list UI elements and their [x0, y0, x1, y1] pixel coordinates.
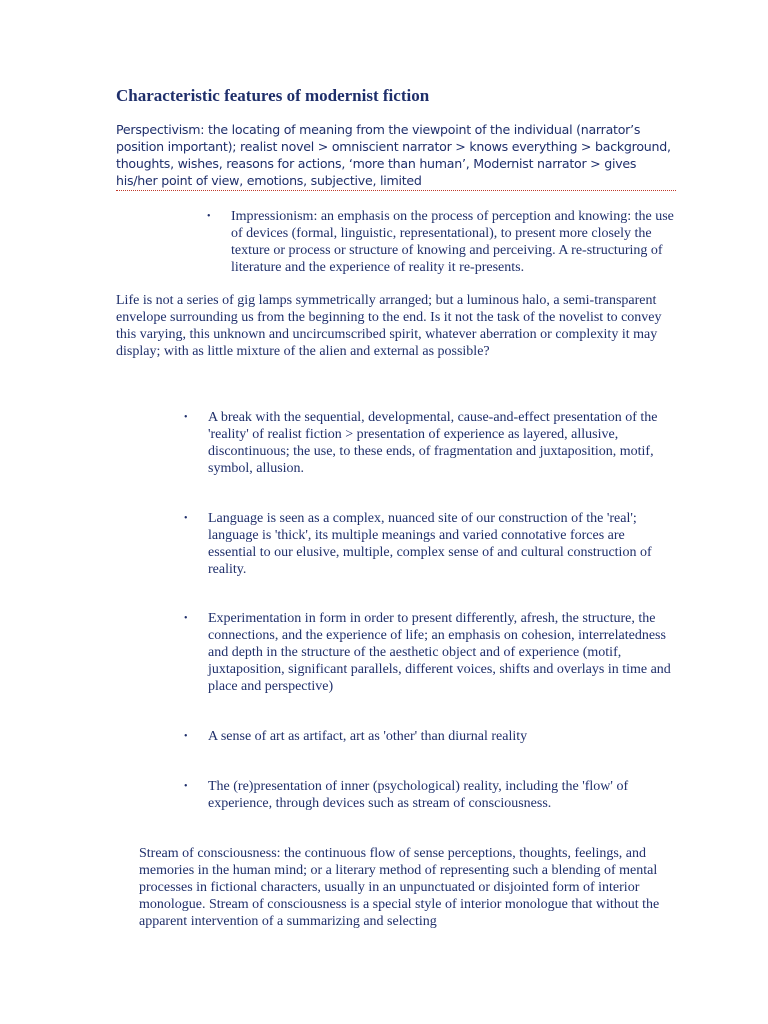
list-item-text: The (re)presentation of inner (psychological) reality, including the 'flow' of experience, through devices such as stream of consciousness. [208, 779, 629, 811]
woolf-quote-paragraph: Life is not a series of gig lamps symmetrically arranged; but a luminous halo, a semi-transparent envelope surrounding us from the beginning to the end. Is it not the task of the novelist to convey this varying, this unknown and uncircumscribed spirit, whatever aberration or complexity it may display; with as little mixture of the alien and external as possible? [116, 293, 662, 359]
list-item-text: Experimentation in form in order to present differently, afresh, the structure, the connections, and the experience of life; an emphasis on cohesion, interrelatedness and depth in the structure of the aesthetic object and of experience (motif, juxtaposition, significant parallels, different voices, shifts and overlays in time and place and perspective) [208, 611, 671, 694]
perspectivism-paragraph [116, 121, 676, 189]
stream-of-consciousness-paragraph: Stream of consciousness: the continuous flow of sense perceptions, thoughts, feelings, and memories in the human mind; or a literary method of representing such a blending of mental processes in fictional characters, usually in an unpunctuated or disjointed form of interior monologue. Stream of consciousness is a special style of interior monologue that without the apparent intervention of a summarizing and selecting [139, 846, 660, 929]
bullet-icon: • [207, 211, 211, 222]
list-item-text: Impressionism: an emphasis on the process of perception and knowing: the use of devices (formal, linguistic, representational), to present more closely the texture or process or structure of knowing and perceiving. A re-structuring of literature and the experience of reality it re-presents. [231, 209, 674, 275]
perspectivism-text: Perspectivism: the locating of meaning from the viewpoint of the individual (narrator’s position important); realist novel > omniscient narrator > knows everything > background, thoughts, wishes, reasons for actions, ‘more than human’, Modernist narrator > gives his/her point of view, emotions, subjective, limited [116, 122, 671, 188]
bullet-icon: • [184, 412, 188, 423]
bullet-icon: • [184, 731, 188, 742]
dotted-divider [116, 190, 676, 191]
bullet-icon: • [184, 513, 188, 524]
list-item-text: A break with the sequential, developmental, cause-and-effect presentation of the 'reality' of realist fiction > presentation of experience as layered, allusive, discontinuous; the use, to these ends, of fragmentation and juxtaposition, motif, symbol, allusion. [208, 410, 658, 476]
document-title: Characteristic features of modernist fiction [116, 86, 430, 105]
list-item-text: Language is seen as a complex, nuanced site of our construction of the 'real'; language is 'thick', its multiple meanings and varied connotative forces are essential to our elusive, multiple, complex sense of and cultural construction of reality. [208, 511, 652, 577]
bullet-icon: • [184, 613, 188, 624]
bullet-icon: • [184, 781, 188, 792]
list-item-text: A sense of art as artifact, art as 'other' than diurnal reality [208, 729, 528, 744]
